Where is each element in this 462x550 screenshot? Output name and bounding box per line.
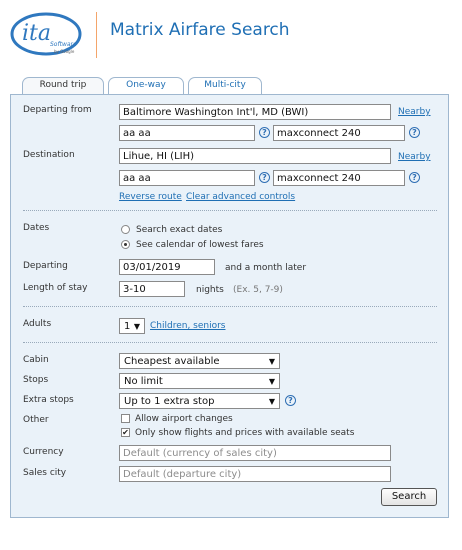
currency-input[interactable]: Default (currency of sales city) bbox=[119, 445, 391, 461]
destination-input[interactable]: Lihue, HI (LIH) bbox=[119, 148, 391, 164]
dates-label: Dates bbox=[23, 223, 50, 233]
allow-airport-changes-checkbox[interactable] bbox=[121, 414, 130, 423]
search-button[interactable]: Search bbox=[381, 488, 437, 506]
tab-one-way[interactable]: One-way bbox=[108, 77, 184, 94]
extension-codes-help-icon[interactable]: ? bbox=[409, 172, 420, 183]
cabin-value: Cheapest available bbox=[124, 356, 220, 367]
section-divider bbox=[23, 342, 437, 343]
extension-codes-help-icon[interactable]: ? bbox=[409, 127, 420, 138]
currency-label: Currency bbox=[23, 447, 64, 457]
reverse-route-link[interactable]: Reverse route bbox=[119, 192, 182, 202]
stops-value: No limit bbox=[124, 376, 163, 387]
cabin-select[interactable] bbox=[119, 353, 280, 369]
destination-extension-codes-input[interactable]: maxconnect 240 bbox=[273, 170, 405, 186]
chevron-down-icon: ▼ bbox=[133, 322, 140, 331]
chevron-down-icon: ▼ bbox=[268, 377, 275, 386]
departing-from-label: Departing from bbox=[23, 105, 92, 115]
departing-label: Departing bbox=[23, 261, 68, 271]
available-seats-label: Only show flights and prices with available seats bbox=[135, 428, 355, 438]
search-form-panel bbox=[10, 94, 449, 518]
stops-select[interactable] bbox=[119, 373, 280, 389]
tab-multi-city[interactable]: Multi-city bbox=[188, 77, 262, 94]
calendar-lowest-fares-radio[interactable] bbox=[121, 240, 130, 249]
calendar-lowest-fares-label: See calendar of lowest fares bbox=[136, 240, 264, 250]
search-exact-dates-label: Search exact dates bbox=[136, 225, 223, 235]
extra-stops-help-icon[interactable]: ? bbox=[285, 395, 296, 406]
nights-unit: nights bbox=[196, 285, 224, 295]
destination-nearby-link[interactable]: Nearby bbox=[398, 152, 431, 162]
section-divider bbox=[23, 306, 437, 307]
length-of-stay-hint: (Ex. 5, 7-9) bbox=[233, 285, 283, 295]
adults-value: 1 bbox=[124, 321, 131, 332]
stops-label: Stops bbox=[23, 375, 49, 385]
extra-stops-value: Up to 1 extra stop bbox=[124, 396, 215, 407]
extra-stops-select[interactable] bbox=[119, 393, 280, 409]
adults-label: Adults bbox=[23, 319, 52, 329]
chevron-down-icon: ▼ bbox=[268, 397, 275, 406]
logo-sub: Software bbox=[50, 41, 77, 48]
extra-stops-label: Extra stops bbox=[23, 395, 74, 405]
section-divider bbox=[23, 210, 437, 211]
children-seniors-link[interactable]: Children, seniors bbox=[150, 321, 226, 331]
logo-text: ita bbox=[22, 21, 51, 46]
route-codes-help-icon[interactable]: ? bbox=[259, 127, 270, 138]
departing-nearby-link[interactable]: Nearby bbox=[398, 107, 431, 117]
clear-advanced-controls-link[interactable]: Clear advanced controls bbox=[186, 192, 296, 202]
header-divider bbox=[96, 12, 97, 58]
allow-airport-changes-label: Allow airport changes bbox=[135, 414, 233, 424]
page-title: Matrix Airfare Search bbox=[110, 20, 290, 40]
length-of-stay-input[interactable]: 3-10 bbox=[119, 281, 185, 297]
available-seats-checkbox[interactable]: ✔ bbox=[122, 428, 129, 437]
adults-select[interactable] bbox=[119, 318, 145, 334]
sales-city-label: Sales city bbox=[23, 468, 67, 478]
logo-by: by Google bbox=[54, 49, 75, 54]
search-exact-dates-radio[interactable] bbox=[121, 225, 130, 234]
destination-label: Destination bbox=[23, 150, 75, 160]
cabin-label: Cabin bbox=[23, 355, 49, 365]
departing-range-text: and a month later bbox=[225, 263, 307, 273]
departing-route-codes-input[interactable]: aa aa bbox=[119, 125, 255, 141]
tab-round-trip[interactable]: Round trip bbox=[22, 77, 104, 95]
departing-extension-codes-input[interactable]: maxconnect 240 bbox=[273, 125, 405, 141]
chevron-down-icon: ▼ bbox=[268, 357, 275, 366]
departing-date-input[interactable]: 03/01/2019 bbox=[119, 259, 215, 275]
destination-route-codes-input[interactable]: aa aa bbox=[119, 170, 255, 186]
route-codes-help-icon[interactable]: ? bbox=[259, 172, 270, 183]
sales-city-input[interactable]: Default (departure city) bbox=[119, 466, 391, 482]
length-of-stay-label: Length of stay bbox=[23, 283, 88, 293]
ita-software-logo bbox=[10, 10, 88, 58]
other-label: Other bbox=[23, 415, 49, 425]
departing-from-input[interactable]: Baltimore Washington Int'l, MD (BWI) bbox=[119, 104, 391, 120]
